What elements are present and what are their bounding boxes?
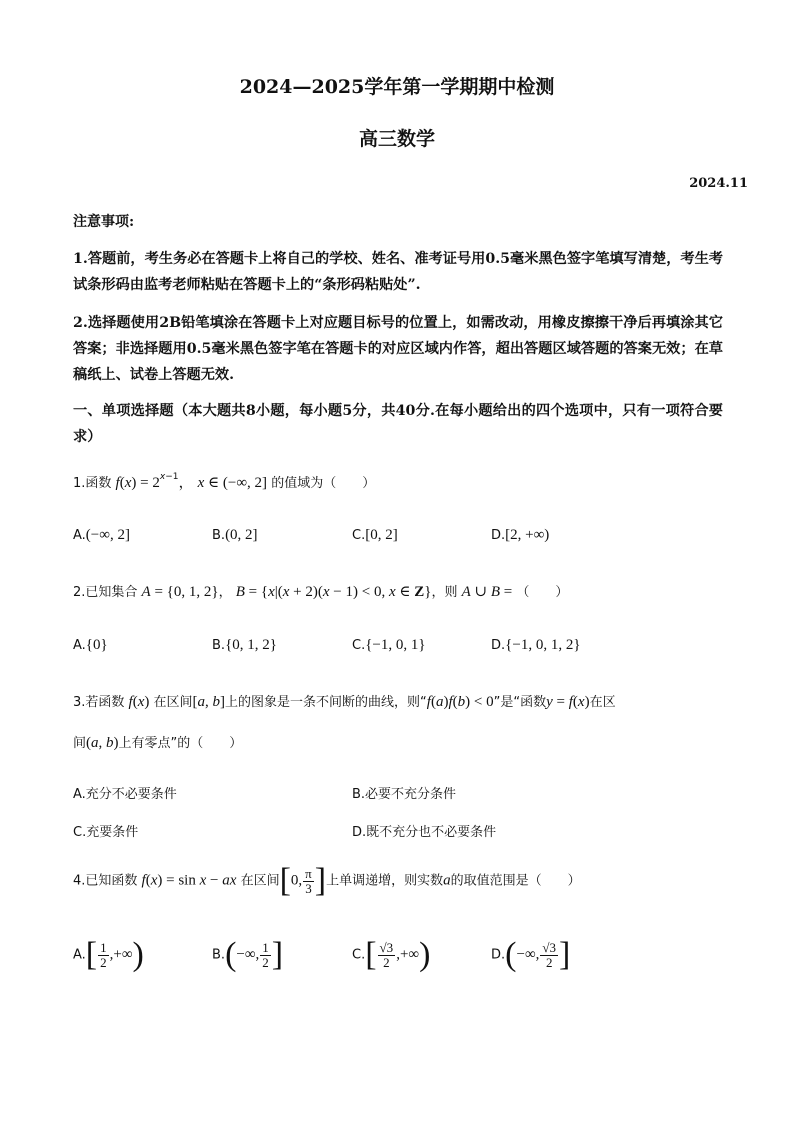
section-heading: 一、单项选择题（本大题共8小题，每小题5分，共40分.在每小题给出的四个选项中，只有一项符合要求） (73, 403, 723, 445)
q1-suffix: 的值域为（ ） (271, 476, 376, 491)
exam-title: 2024—2025学年第一学期期中检测 (239, 76, 555, 98)
q2-option-a[interactable]: A.{0} (73, 637, 108, 653)
q4-option-d[interactable]: D.(−∞, $\frac{√3}{2}$ ] (491, 936, 571, 973)
q2-option-b[interactable]: B.{0, 1, 2} (212, 637, 277, 653)
q1-option-b[interactable]: B.(0, 2] (212, 527, 258, 543)
q3-option-b[interactable]: B.必要不充分条件 (352, 787, 457, 802)
question-4: 4.已知函数 f(x) = sin x − ax 在区间[0, $\frac{\pi}{3}$ ]上单调递增，则实数a的取值范围是（ ） (73, 862, 581, 899)
exam-subtitle: 高三数学 (358, 128, 435, 150)
q1-option-a[interactable]: A.(−∞, 2] (73, 527, 130, 543)
q2-option-d[interactable]: D.{−1, 0, 1, 2} (491, 637, 581, 653)
q4-option-b[interactable]: B.(−∞, $\frac{1}{2}$ ] (212, 936, 284, 973)
q1-option-d[interactable]: D.[2, +∞) (491, 527, 550, 543)
q2-option-c[interactable]: C.{−1, 0, 1} (352, 637, 426, 653)
exam-date: 2024.11 (689, 176, 748, 191)
question-3: 3.若函数 f(x) 在区间[a, b]上的图象是一条不间断的曲线，则“f(a)f(b) < 0”是“函数y = f(x)在区 (73, 694, 616, 710)
note-item-1: 1.答题前，考生务必在答题卡上将自己的学校、姓名、准考证号用0.5毫米黑色签字笔填写清楚，考生考试条形码由监考老师粘贴在答题卡上的“条形码粘贴处”. (73, 251, 723, 293)
q1-option-c[interactable]: C.[0, 2] (352, 527, 398, 543)
question-2: 2.已知集合 A = {0, 1, 2}， B = {x|(x + 2)(x − 1) < 0, x ∈ Z}，则 A ∪ B = （ ） (73, 584, 569, 600)
q1-prefix: 1.函数 (73, 476, 112, 491)
q2-prefix: 2.已知集合 (73, 585, 138, 600)
q3-option-c[interactable]: C.充要条件 (73, 825, 139, 840)
q4-option-a[interactable]: A.[ $\frac{1}{2}$ ,+∞) (73, 936, 144, 973)
question-1: 1.函数 $f(x) = 2^{x-1}$， x ∈ (−∞, 2] 的值域为（ ） (73, 472, 376, 491)
question-3-line2: 间(a, b)上有零点”的（ ） (73, 735, 243, 751)
notes-heading: 注意事项: (73, 214, 135, 230)
note-item-2: 2.选择题使用2B铅笔填涂在答题卡上对应题目标号的位置上，如需改动，用橡皮擦擦干净后再填涂其它答案；非选择题用0.5毫米黑色签字笔在答题卡的对应区域内作答，超出答题区域答题的答案无效；在草稿纸上、试卷上答题无效. (73, 315, 723, 383)
q2-suffix: （ ） (516, 585, 569, 600)
q3-option-d[interactable]: D.既不充分也不必要条件 (352, 825, 497, 840)
q3-option-a[interactable]: A.充分不必要条件 (73, 787, 177, 802)
q4-option-c[interactable]: C.[ $\frac{√3}{2}$ ,+∞) (352, 936, 431, 973)
